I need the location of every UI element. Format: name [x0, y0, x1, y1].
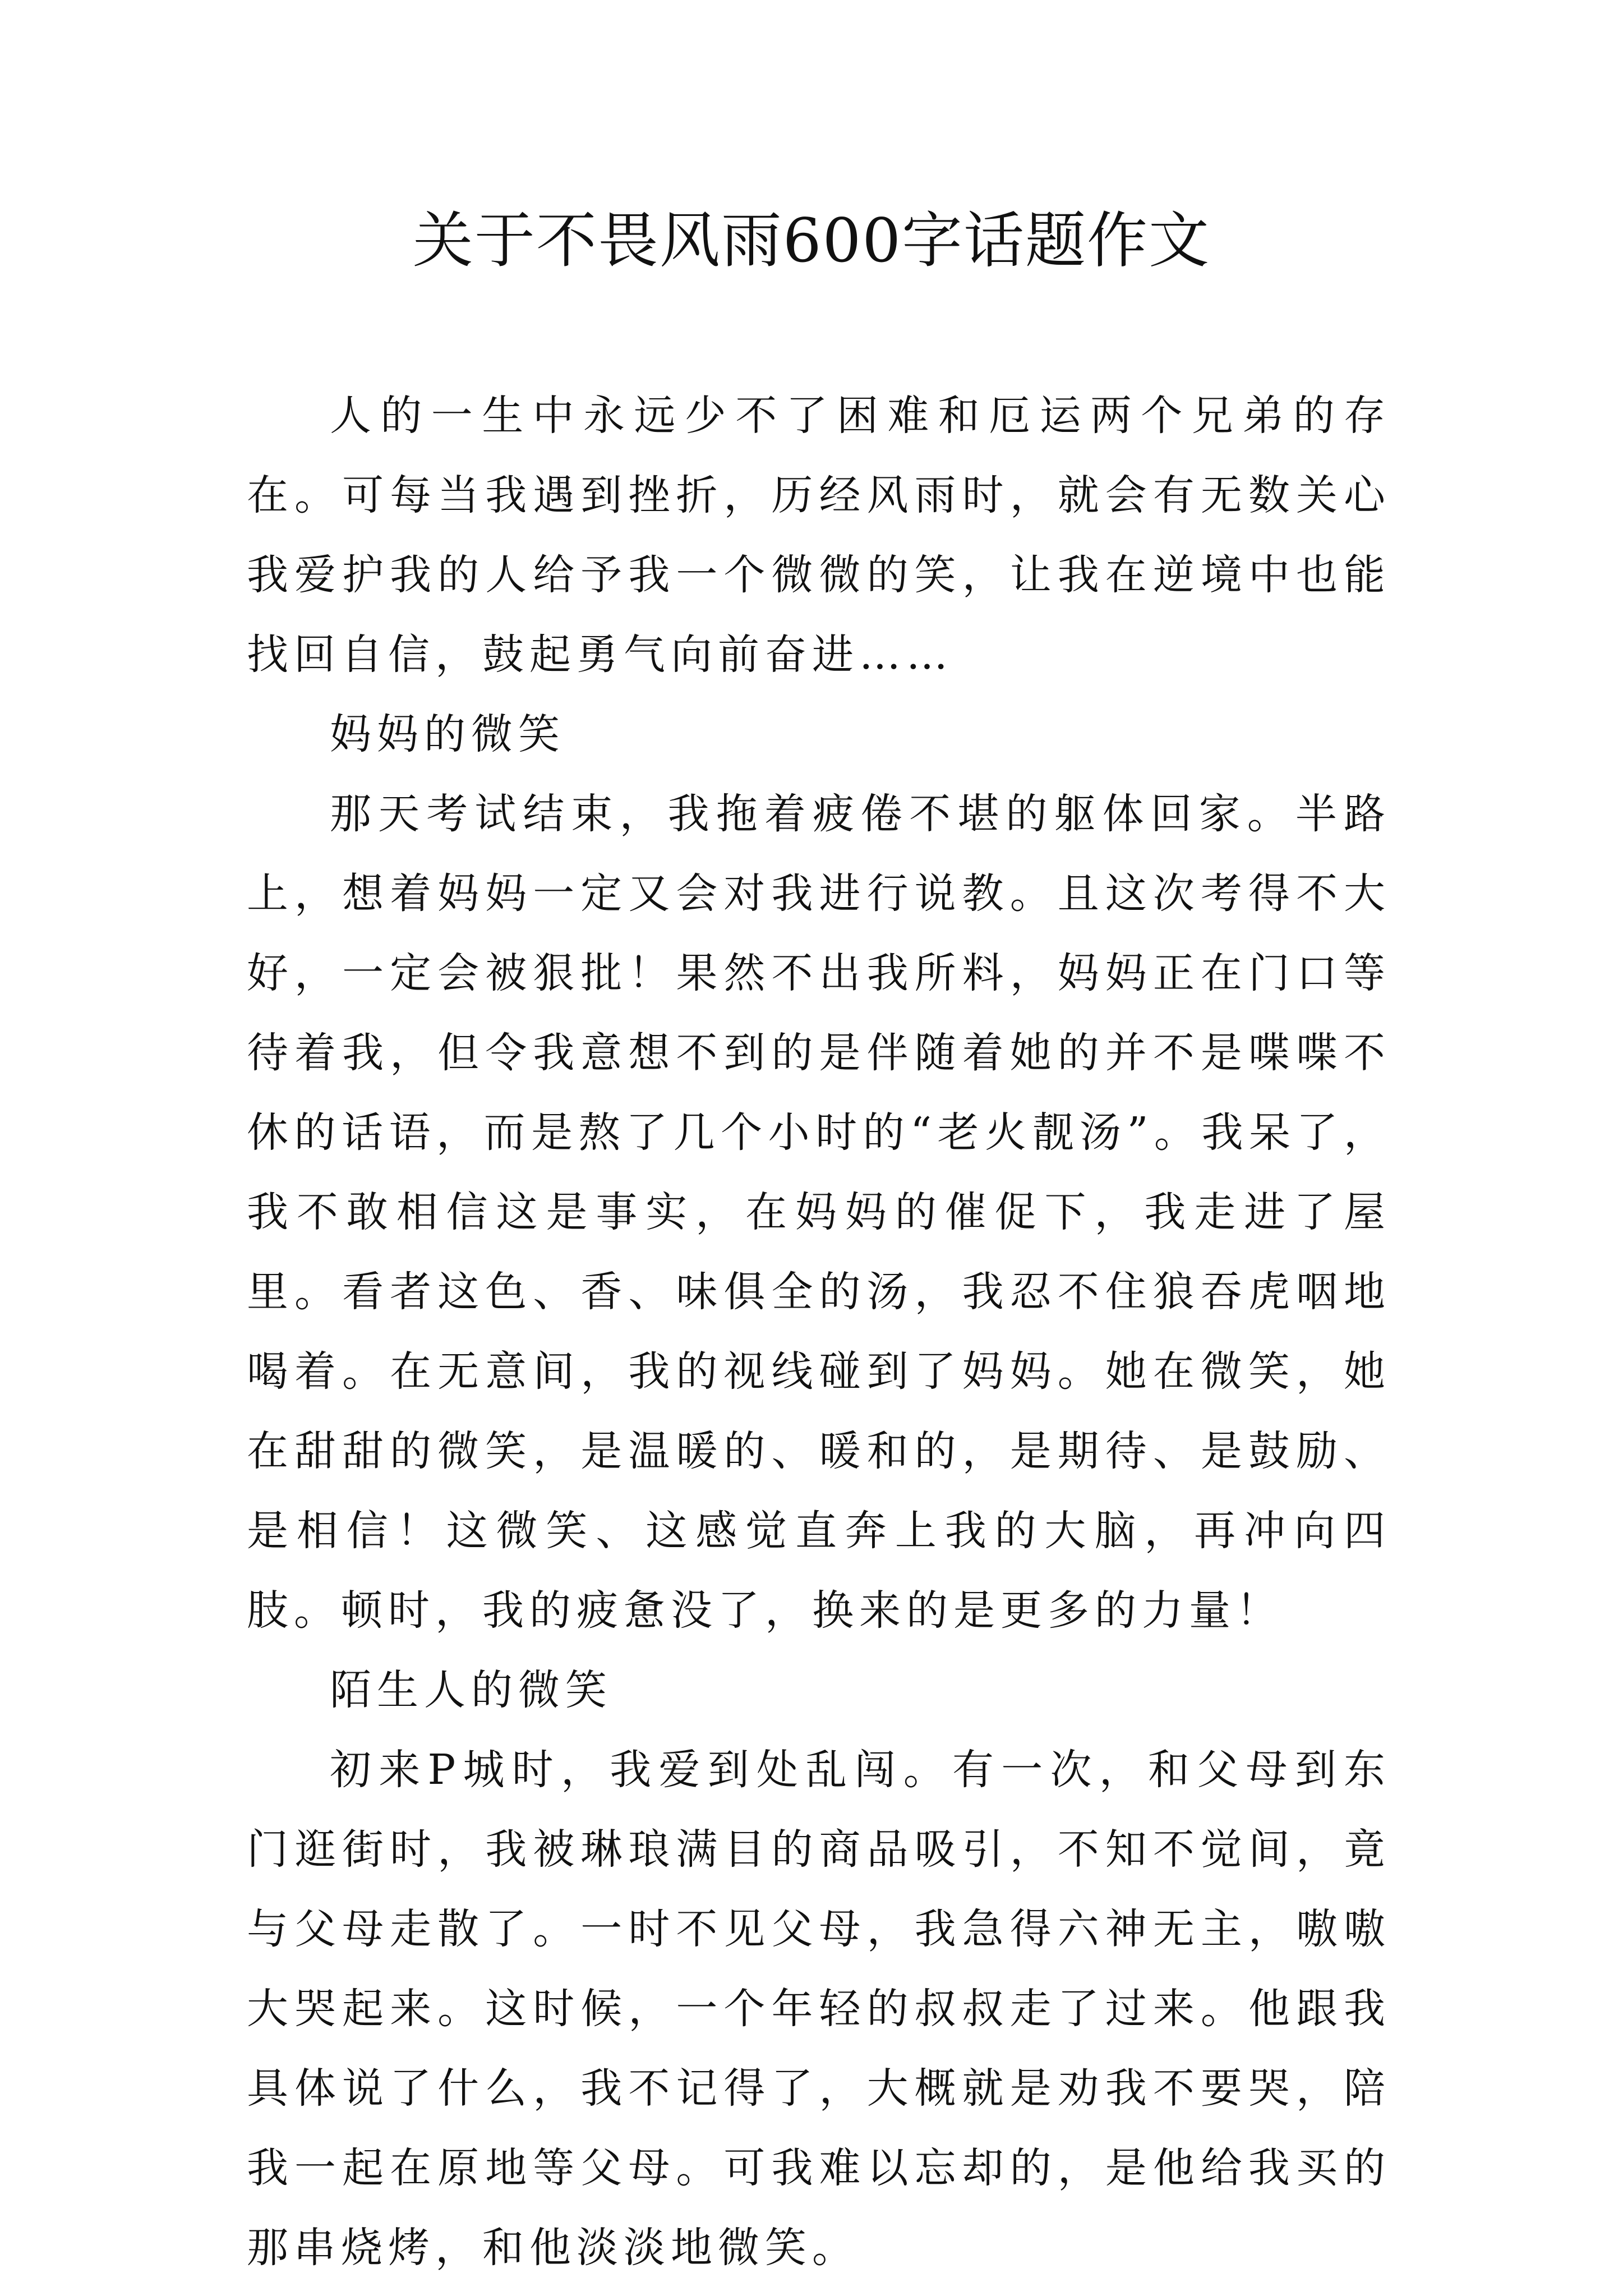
paragraph-mother-story: 那天考试结束，我拖着疲倦不堪的躯体回家。半路上，想着妈妈一定又会对我进行说教。且这次考得不大好，一定会被狠批！果然不出我所料，妈妈正在门口等待着我，但令我意想不到的是伴随着她的并不是喋喋不休的话语，而是熬了几个小时的“老火靓汤”。我呆了，我不敢相信这是事实，在妈妈的催促下，我走进了屋里。看者这色、香、味俱全的汤，我忍不住狼吞虎咽地喝着。在无意间，我的视线碰到了妈妈。她在微笑，她在甜甜的微笑，是温暖的、暖和的，是期待、是鼓励、是相信！这微笑、这感觉直奔上我的大脑，再冲向四肢。顿时，我的疲惫没了，换来的是更多的力量！ [247, 790, 1391, 1635]
section-heading-mother-smile: 妈妈的微笑 [330, 710, 565, 758]
section-heading-stranger-smile: 陌生人的微笑 [330, 1666, 612, 1714]
paragraph-stranger-story: 初来P城时，我爱到处乱闯。有一次，和父母到东门逛街时，我被琳琅满目的商品吸引，不知不觉间，竟与父母走散了。一时不见父母，我急得六神无主，嗷嗷大哭起来。这时候，一个年轻的叔叔走了过来。他跟我具体说了什么，我不记得了，大概就是劝我不要哭，陪我一起在原地等父母。可我难以忘却的，是他给我买的那串烧烤，和他淡淡地微笑。 [247, 1746, 1391, 2272]
document-title: 关于不畏风雨600字话题作文 [412, 206, 1211, 276]
document-body [247, 376, 1391, 2288]
paragraph-intro: 人的一生中永远少不了困难和厄运两个兄弟的存在。可每当我遇到挫折，历经风雨时，就会有无数关心我爱护我的人给予我一个微微的笑，让我在逆境中也能找回自信，鼓起勇气向前奋进…… [247, 392, 1391, 679]
